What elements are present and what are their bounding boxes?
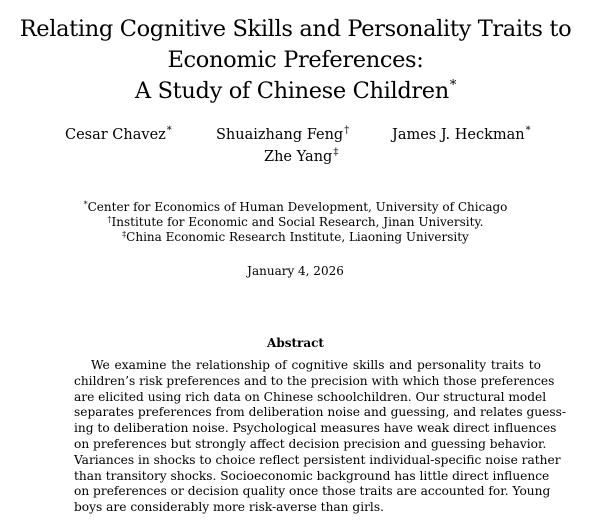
affiliation-mark: † <box>107 215 112 224</box>
abstract-line: Variances in shocks to choice reflect persistent individual-specific noise rather <box>74 452 561 467</box>
title-line-2: Economic Preferences: <box>167 47 424 73</box>
author-mark: * <box>166 125 172 136</box>
abstract-line: separates preferences from deliberation noise and guessing, and relates guess- <box>74 405 566 420</box>
abstract-line: boys are considerably more risk-averse than girls. <box>74 500 384 515</box>
author-heckman <box>392 127 531 143</box>
affiliations <box>0 200 591 245</box>
author-name: Shuaizhang Feng <box>216 127 344 143</box>
author-mark: † <box>344 125 350 136</box>
abstract-line: are elicited using rich data on Chinese schoolchildren. Our structural model <box>74 389 547 404</box>
author-feng <box>216 127 349 143</box>
author-chavez <box>65 127 172 143</box>
affiliation-liaoning <box>0 230 591 245</box>
title-line-3: A Study of Chinese Children <box>134 78 449 104</box>
affiliation-chicago <box>0 200 591 215</box>
abstract-body <box>74 358 566 516</box>
author-name: Zhe Yang <box>264 149 333 165</box>
abstract-heading: Abstract <box>267 336 324 350</box>
paper-title <box>0 14 591 107</box>
author-name: James J. Heckman <box>392 127 525 143</box>
paper-date: January 4, 2026 <box>247 264 344 278</box>
abstract-line: than transitory shocks. Socioeconomic background has little direct influence <box>74 468 550 483</box>
affiliation-text: China Economic Research Institute, Liaoning University <box>126 230 469 244</box>
title-line-1: Relating Cognitive Skills and Personality Traits to <box>19 16 572 42</box>
abstract-line: We examine the relationship of cognitive skills and personality traits to <box>91 358 541 372</box>
title-footnote-mark: * <box>449 78 457 93</box>
affiliation-jinan <box>0 215 591 230</box>
author-mark: ‡ <box>333 147 339 158</box>
affiliation-text: Center for Economics of Human Development, University of Chicago <box>87 200 508 214</box>
affiliation-mark: * <box>83 200 88 209</box>
abstract-line: children’s risk preferences and to the precision with which those preferences <box>74 373 555 388</box>
author-yang <box>264 149 338 165</box>
author-name: Cesar Chavez <box>65 127 166 143</box>
author-mark: * <box>525 125 531 136</box>
affiliation-mark: ‡ <box>122 230 127 239</box>
abstract-line: on preferences or decision quality once those traits are accounted for. Young <box>74 484 551 499</box>
affiliation-text: Institute for Economic and Social Research, Jinan University. <box>111 215 484 229</box>
abstract-line: ing to deliberation noise. Psychological measures have weak direct influences <box>74 421 557 436</box>
abstract-line: on preferences but strongly affect decision precision and guessing behavior. <box>74 436 547 451</box>
